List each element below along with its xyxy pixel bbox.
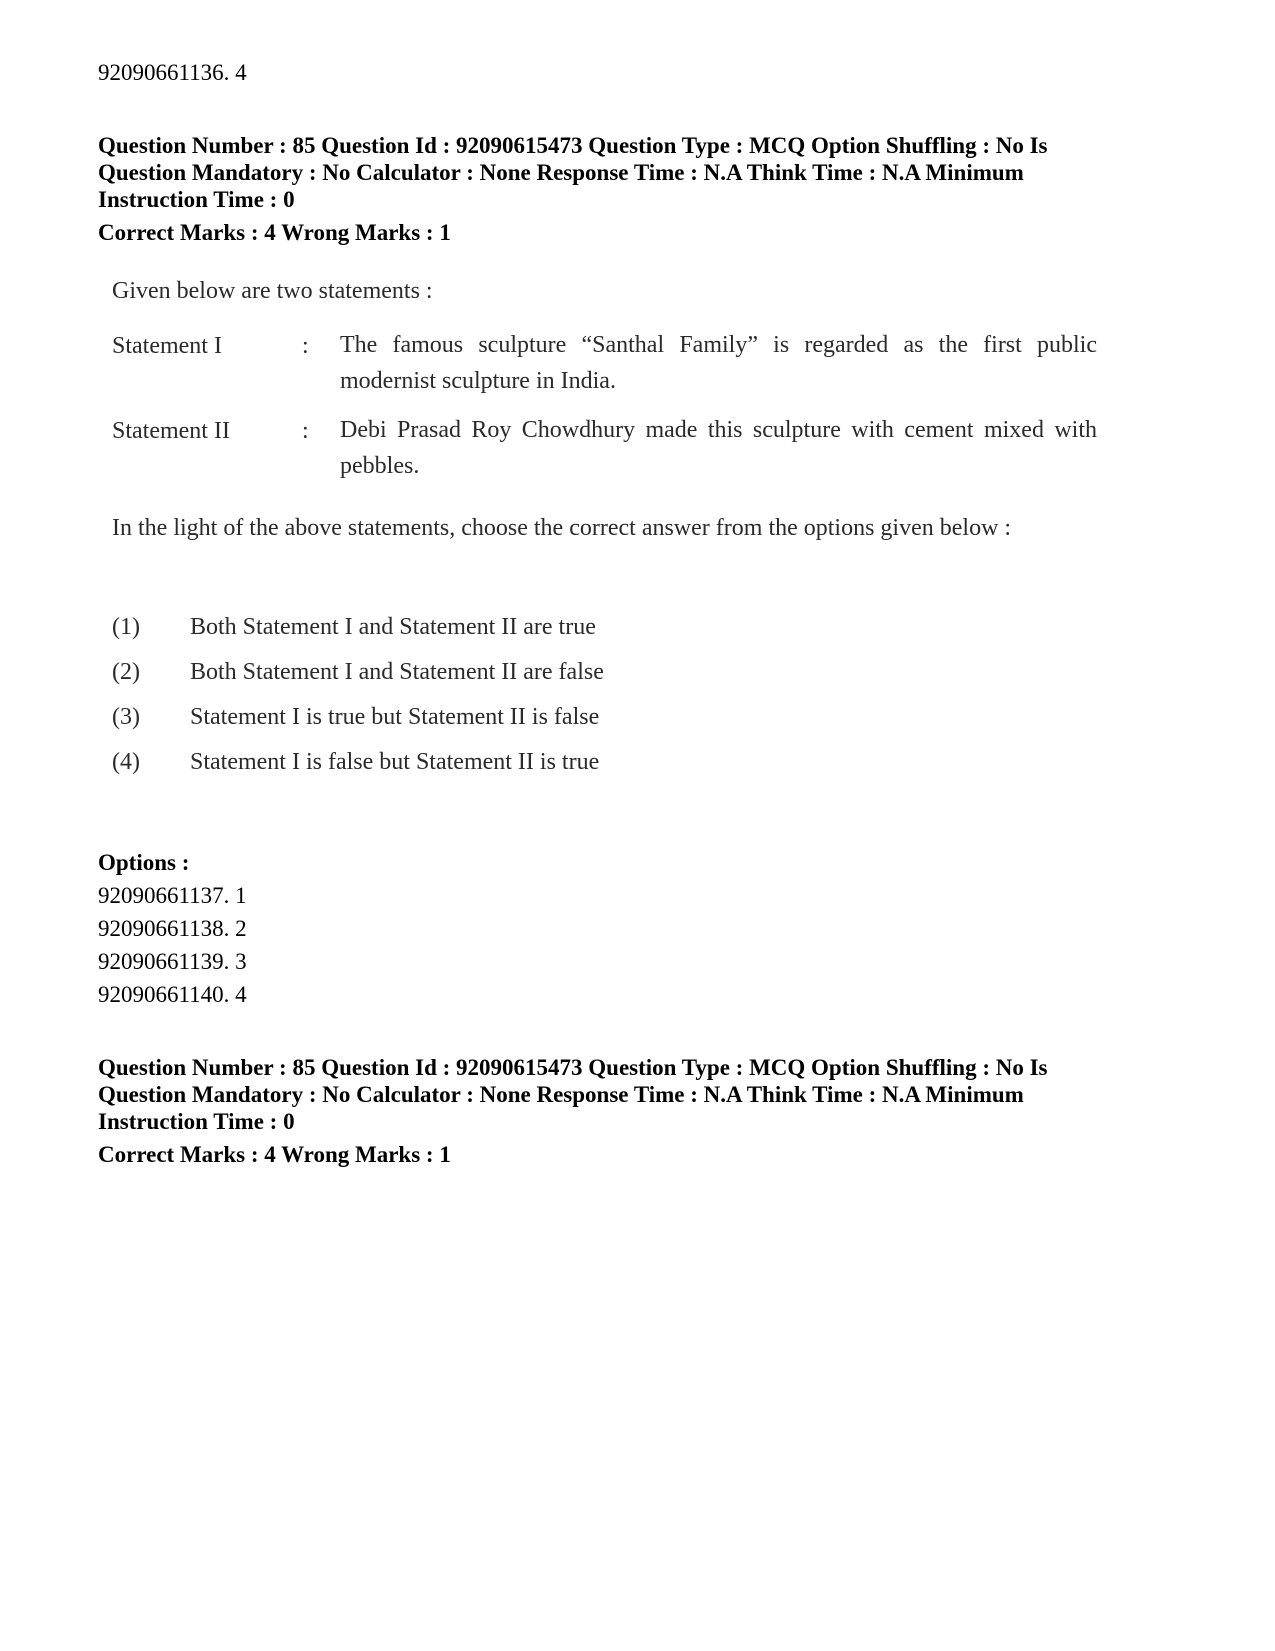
option-item: 92090661138. 2 — [98, 916, 247, 941]
question-intro: Given below are two statements : — [112, 278, 433, 304]
answer-choice-text: Statement I is true but Statement II is false — [190, 704, 600, 730]
option-item: 92090661140. 4 — [98, 982, 247, 1007]
question-marks: Correct Marks : 4 Wrong Marks : 1 — [98, 1142, 451, 1167]
answer-choice-number: (3) — [112, 704, 140, 730]
answer-choice-number: (2) — [112, 659, 140, 685]
answer-choice-text: Both Statement I and Statement II are true — [190, 614, 596, 640]
answer-choice-number: (1) — [112, 614, 140, 640]
question-meta-line-2: Question Mandatory : No Calculator : None Response Time : N.A Think Time : N.A Minimum — [98, 1082, 1024, 1107]
answer-choice-text: Statement I is false but Statement II is true — [190, 749, 600, 775]
options-heading: Options : — [98, 850, 190, 875]
statement-2-text: Debi Prasad Roy Chowdhury made this sculpture with cement mixed with pebbles. — [340, 417, 1097, 479]
statement-2-label: Statement II — [112, 418, 230, 444]
question-marks: Correct Marks : 4 Wrong Marks : 1 — [98, 220, 451, 245]
question-meta-line-3: Instruction Time : 0 — [98, 1109, 295, 1134]
question-meta-line-2: Question Mandatory : No Calculator : None Response Time : N.A Think Time : N.A Minimum — [98, 160, 1024, 185]
previous-option-line: 92090661136. 4 — [98, 60, 247, 85]
statement-1-colon: : — [302, 333, 309, 359]
answer-choice-text: Both Statement I and Statement II are false — [190, 659, 604, 685]
question-instruction: In the light of the above statements, choose the correct answer from the options given below : — [112, 515, 1012, 541]
statement-1-label: Statement I — [112, 333, 222, 359]
question-meta-line-3: Instruction Time : 0 — [98, 187, 295, 212]
statement-2-colon: : — [302, 418, 309, 444]
question-meta-line-1: Question Number : 85 Question Id : 92090615473 Question Type : MCQ Option Shuffling : No Is — [98, 133, 1048, 158]
statement-1-text: The famous sculpture “Santhal Family” is regarded as the first public modernist sculpture in India. — [340, 332, 1097, 394]
question-meta-line-1: Question Number : 85 Question Id : 92090615473 Question Type : MCQ Option Shuffling : No Is — [98, 1055, 1048, 1080]
option-item: 92090661137. 1 — [98, 883, 247, 908]
option-item: 92090661139. 3 — [98, 949, 247, 974]
answer-choice-number: (4) — [112, 749, 140, 775]
